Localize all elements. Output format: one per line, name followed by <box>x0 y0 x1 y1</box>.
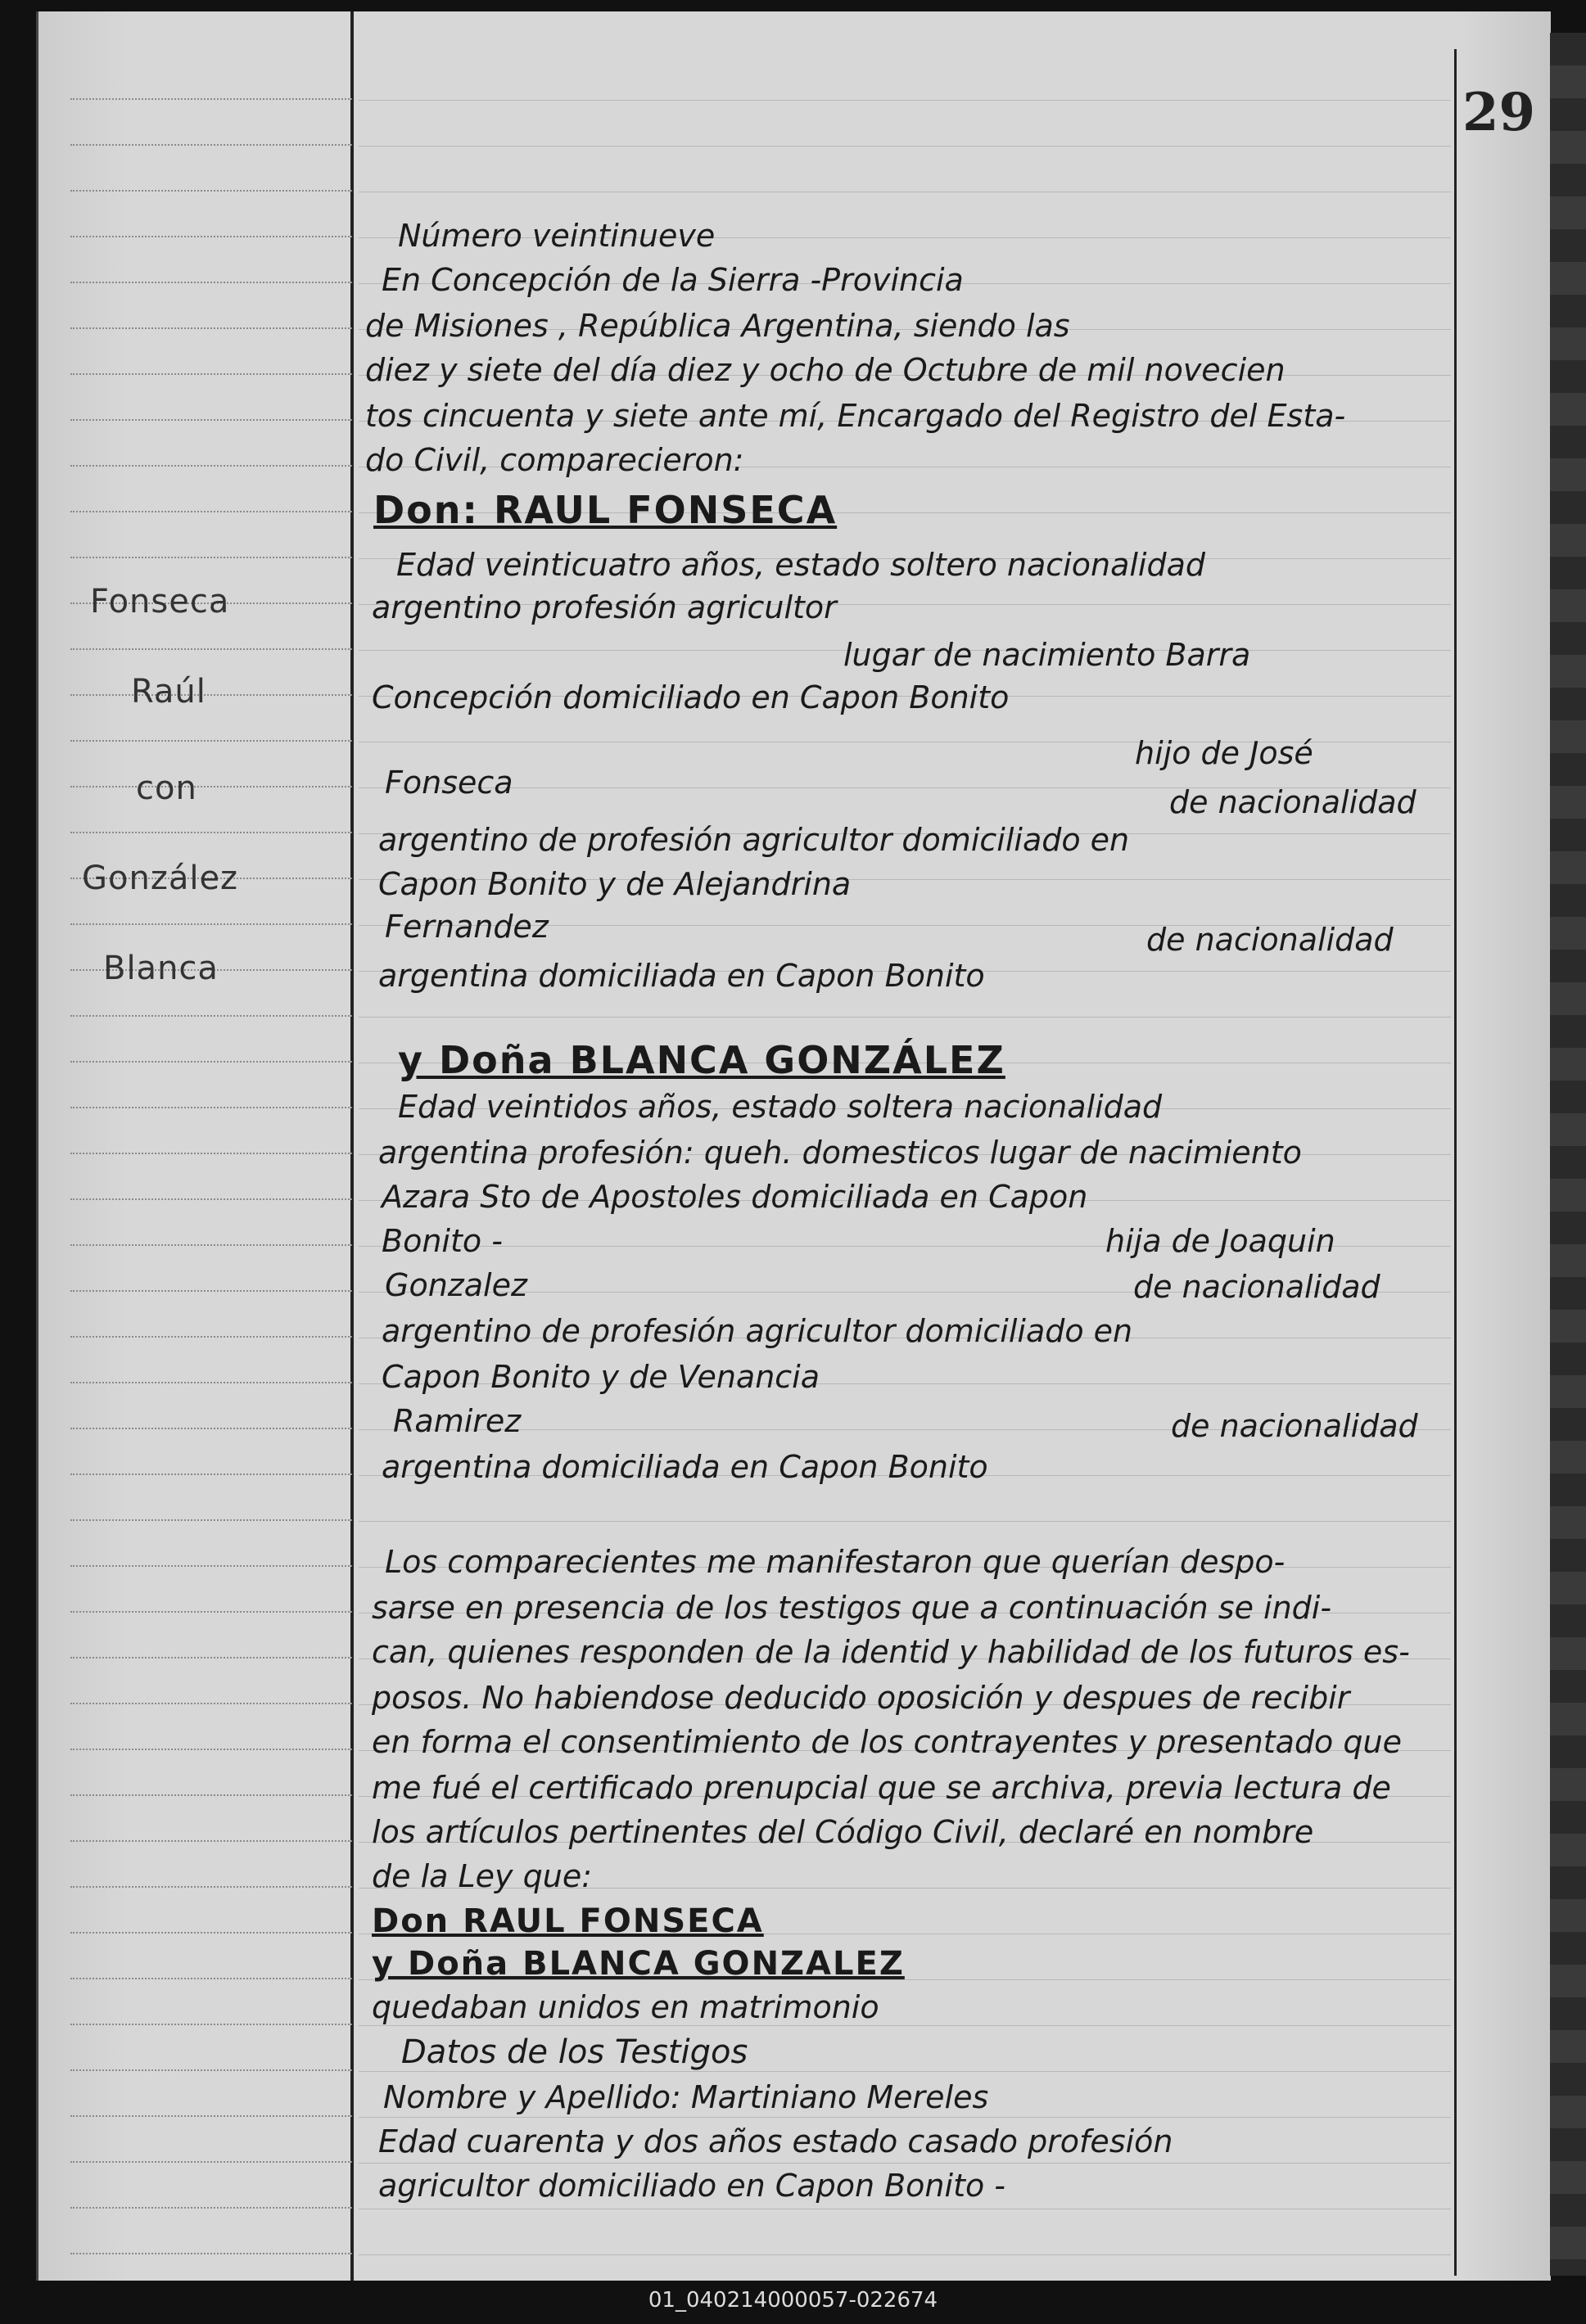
margin-rule-line <box>70 832 352 833</box>
groom-father-profession-line: argentino de profesión agricultor domiciliado en <box>378 822 1130 858</box>
groom-father-nationality-label: de nacionalidad <box>1169 784 1417 820</box>
margin-rule-line <box>70 1703 352 1704</box>
groom-domicile-line: Concepción domiciliado en Capon Bonito <box>372 679 1010 715</box>
body-line-6: me fué el certificado prenupcial que se archiva, previa lectura de <box>372 1770 1391 1806</box>
groom-mother-nationality-label: de nacionalidad <box>1146 922 1394 958</box>
ruled-line <box>359 2117 1451 2118</box>
groom-mother-domicile-line: argentina domiciliada en Capon Bonito <box>378 958 985 994</box>
margin-rule-line <box>70 144 352 146</box>
body-line-1: Los comparecientes me manifestaron que querían despo- <box>385 1544 1286 1580</box>
bride-father-profession-line: argentino de profesión agricultor domiciliado en <box>382 1313 1133 1349</box>
margin-rule-line <box>70 419 352 421</box>
margin-surname-bride: González <box>82 860 239 897</box>
act-place-line: En Concepción de la Sierra -Provincia <box>382 262 964 298</box>
bride-age-line: Edad veintidos años, estado soltera nacionalidad <box>398 1089 1163 1125</box>
margin-rule-line <box>70 1611 352 1613</box>
margin-rule-line <box>70 1153 352 1154</box>
margin-rule-line <box>70 740 352 742</box>
bride-mother-domicile-line: argentina domiciliada en Capon Bonito <box>382 1449 988 1485</box>
left-edge-line <box>36 11 38 2281</box>
margin-surname-groom: Fonseca <box>90 583 230 620</box>
body-line-2: sarse en presencia de los testigos que a continuación se indi- <box>372 1590 1332 1626</box>
groom-birthplace-line: lugar de nacimiento Barra <box>843 637 1251 673</box>
margin-rule-line <box>70 1565 352 1567</box>
margin-rule-line <box>70 648 352 650</box>
union-bride-line: y Doña BLANCA GONZALEZ <box>372 1945 905 1983</box>
body-line-8: de la Ley que: <box>372 1858 593 1894</box>
margin-rule-line <box>70 1290 352 1292</box>
margin-rule-line <box>70 1932 352 1934</box>
witness-name-line: Nombre y Apellido: Martiniano Mereles <box>383 2079 989 2115</box>
margin-rule-line <box>70 1794 352 1796</box>
margin-rule-line <box>70 190 352 192</box>
ruled-line <box>359 2071 1451 2072</box>
page-number: 29 <box>1462 82 1536 143</box>
groom-header: Don: RAUL FONSECA <box>373 488 838 532</box>
groom-father-surname: Fonseca <box>385 765 513 801</box>
bride-header: y Doña BLANCA GONZÁLEZ <box>398 1038 1005 1082</box>
margin-rule-line <box>70 1382 352 1383</box>
body-line-7: los artículos pertinentes del Código Civil, declaré en nombre <box>372 1814 1314 1850</box>
act-year-line: tos cincuenta y siete ante mí, Encargado del Registro del Esta- <box>365 398 1346 434</box>
margin-rule-line <box>70 1519 352 1521</box>
body-line-4: posos. No habiendose deducido oposición y despues de recibir <box>372 1680 1350 1716</box>
margin-rule-line <box>70 923 352 925</box>
margin-rule-line <box>70 282 352 283</box>
margin-name-bride: Blanca <box>103 950 219 987</box>
margin-name-groom: Raúl <box>131 673 206 711</box>
witness-profession-line: agricultor domiciliado en Capon Bonito - <box>378 2168 1006 2204</box>
groom-profession-line: argentino profesión agricultor <box>372 589 837 625</box>
act-number-line: Número veintinueve <box>398 218 716 254</box>
margin-rule-line <box>70 511 352 512</box>
margin-rule-line <box>70 373 352 375</box>
margin-rule-line <box>70 2024 352 2025</box>
bride-father-line: hija de Joaquin <box>1105 1223 1335 1259</box>
bride-birthplace-line: Azara Sto de Apostoles domiciliada en Capon <box>382 1179 1088 1215</box>
bride-mother-line: Capon Bonito y de Venancia <box>382 1359 820 1395</box>
ruled-line <box>359 1017 1451 1018</box>
margin-rule-line <box>70 1428 352 1429</box>
body-line-3: can, quienes responden de la identid y habilidad de los futuros es- <box>372 1634 1410 1670</box>
margin-divider-line <box>350 11 354 2281</box>
margin-rule-line <box>70 236 352 237</box>
margin-rule-line <box>70 327 352 329</box>
margin-rule-line <box>70 694 352 696</box>
margin-rule-line <box>70 1336 352 1338</box>
ruled-line <box>359 1521 1451 1522</box>
body-line-5: en forma el consentimiento de los contrayentes y presentado que <box>372 1724 1402 1760</box>
margin-rule-line <box>70 1473 352 1475</box>
ruled-line <box>359 2025 1451 2026</box>
margin-rule-line <box>70 786 352 787</box>
union-statement: quedaban unidos en matrimonio <box>372 1989 879 2025</box>
margin-rule-line <box>70 1015 352 1017</box>
ruled-line <box>359 146 1451 147</box>
footer-image-code: 01_040214000057-022674 <box>648 2288 938 2313</box>
margin-rule-line <box>70 2161 352 2163</box>
ruled-line <box>359 2163 1451 2164</box>
witness-age-line: Edad cuarenta y dos años estado casado profesión <box>378 2123 1173 2159</box>
ruled-line <box>359 100 1451 101</box>
margin-rule-line <box>70 557 352 558</box>
groom-mother-surname: Fernandez <box>385 909 549 945</box>
margin-rule-line <box>70 98 352 100</box>
ruled-line <box>359 2254 1451 2255</box>
union-groom-line: Don RAUL FONSECA <box>372 1902 764 1940</box>
margin-rule-line <box>70 1198 352 1200</box>
margin-rule-line <box>70 465 352 467</box>
margin-rule-line <box>70 1657 352 1658</box>
bride-mother-nationality-label: de nacionalidad <box>1171 1408 1418 1444</box>
bride-father-surname: Gonzalez <box>385 1267 527 1303</box>
margin-rule-line <box>70 1061 352 1063</box>
bride-profession-line: argentina profesión: queh. domesticos lugar de nacimiento <box>378 1135 1302 1171</box>
bride-birthplace-cont: Bonito - <box>382 1223 503 1259</box>
act-date-line: diez y siete del día diez y ocho de Octubre de mil novecien <box>365 352 1286 388</box>
margin-rule-line <box>70 1749 352 1750</box>
groom-father-line: hijo de José <box>1135 735 1313 771</box>
margin-rule-line <box>70 2115 352 2117</box>
margin-rule-line <box>70 2069 352 2071</box>
act-province-line: de Misiones , República Argentina, siendo las <box>365 308 1070 344</box>
margin-rule-line <box>70 2207 352 2209</box>
book-binding <box>1550 33 1586 2276</box>
groom-age-line: Edad veinticuatro años, estado soltero nacionalidad <box>396 547 1205 583</box>
bride-father-nationality-label: de nacionalidad <box>1133 1269 1380 1305</box>
margin-rule-line <box>70 1244 352 1246</box>
margin-rule-line <box>70 2253 352 2254</box>
act-appearance-line: do Civil, comparecieron: <box>365 442 744 478</box>
bride-mother-surname: Ramirez <box>393 1403 522 1439</box>
margin-rule-line <box>70 1886 352 1888</box>
margin-rule-line <box>70 1978 352 1979</box>
groom-mother-line: Capon Bonito y de Alejandrina <box>378 866 852 902</box>
witness-heading: Datos de los Testigos <box>401 2033 748 2071</box>
margin-rule-line <box>70 1840 352 1842</box>
margin-rule-line <box>70 1107 352 1108</box>
margin-connector: con <box>136 769 197 807</box>
